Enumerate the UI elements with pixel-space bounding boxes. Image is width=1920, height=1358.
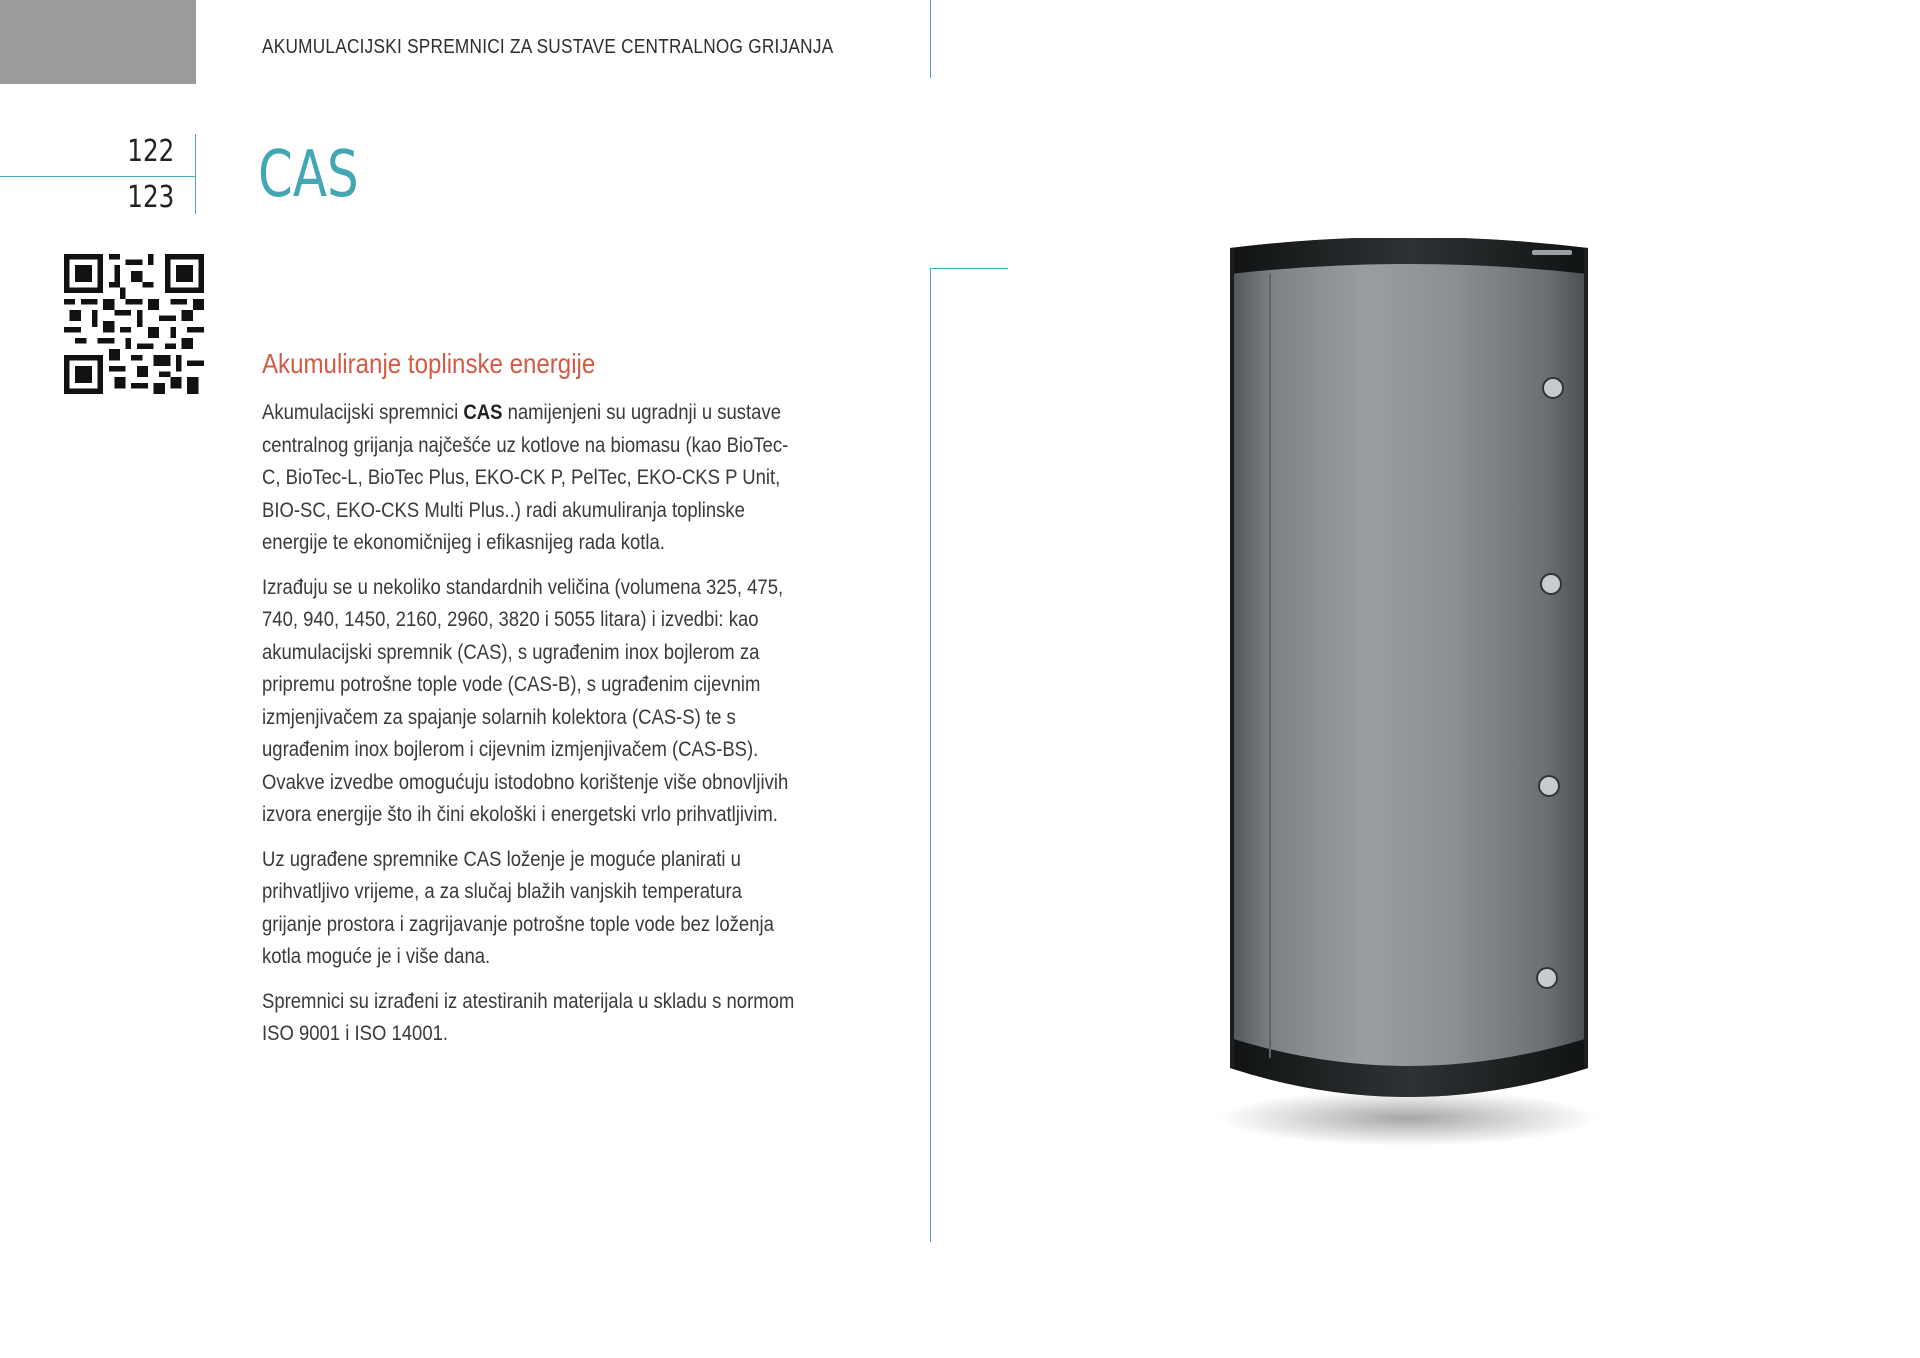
header-title: AKUMULACIJSKI SPREMNICI ZA SUSTAVE CENTRALNOG GRIJANJA: [262, 36, 834, 58]
section-heading: Akumuliranje toplinske energije: [262, 348, 596, 379]
paragraph-2: Izrađuju se u nekoliko standardnih veličina (volumena 325, 475, 740, 940, 1450, 2160, 2960, 3820 i 5055 litara) i izvedbi: kao akumulacijski spremnik (CAS), s ugrađenim inox bojlerom za pripremu potrošne tople vode (CAS-B), s ugrađenim cijevnim izmjenjivačem za spajanje solarnih kolektora (CAS-S) te s ugrađenim inox bojlerom i cijevnim izmjenjivačem (CAS-BS). Ovakve izvedbe omogućuju istodobno korištenje više obnovljivih izvora energije što ih čini ekološki i energetski vrlo prihvatljivim.: [262, 574, 789, 826]
divider-main: [930, 268, 931, 1242]
storage-tank-image: [1218, 238, 1608, 1158]
page-number-vrule: [195, 134, 196, 214]
page-number-right: 123: [127, 180, 174, 215]
paragraph-4: Spremnici su izrađeni iz atestiranih materijala u skladu s normom ISO 9001 i ISO 14001.: [262, 988, 795, 1045]
qr-code-icon[interactable]: [64, 254, 204, 394]
header-gray-block: [0, 0, 196, 84]
product-name-bold: CAS: [463, 400, 503, 424]
paragraph-1: Akumulacijski spremnici CAS namijenjeni su ugradnji u sustave centralnog grijanja najčešće uz kotlove na biomasu (kao BioTec-C, BioTec-L, BioTec Plus, EKO-CK P, PelTec, EKO-CKS P Unit, BIO-SC, EKO-CKS Multi Plus..) radi akumuliranja toplinske energije te ekonomičnijeg i efikasnijeg rada kotla.: [262, 400, 789, 554]
product-title: CAS: [258, 138, 359, 212]
body-text: [262, 396, 795, 1062]
divider-tick: [930, 268, 1008, 269]
paragraph-3: Uz ugrađene spremnike CAS loženje je moguće planirati u prihvatljivo vrijeme, a za slučaj blažih vanjskih temperatura grijanje prostora i zagrijavanje potrošne tople vode bez loženja kotla moguće je i više dana.: [262, 846, 774, 968]
divider-top: [930, 0, 931, 78]
page-number-left: 122: [127, 134, 174, 169]
page-number-rule: [0, 176, 196, 177]
